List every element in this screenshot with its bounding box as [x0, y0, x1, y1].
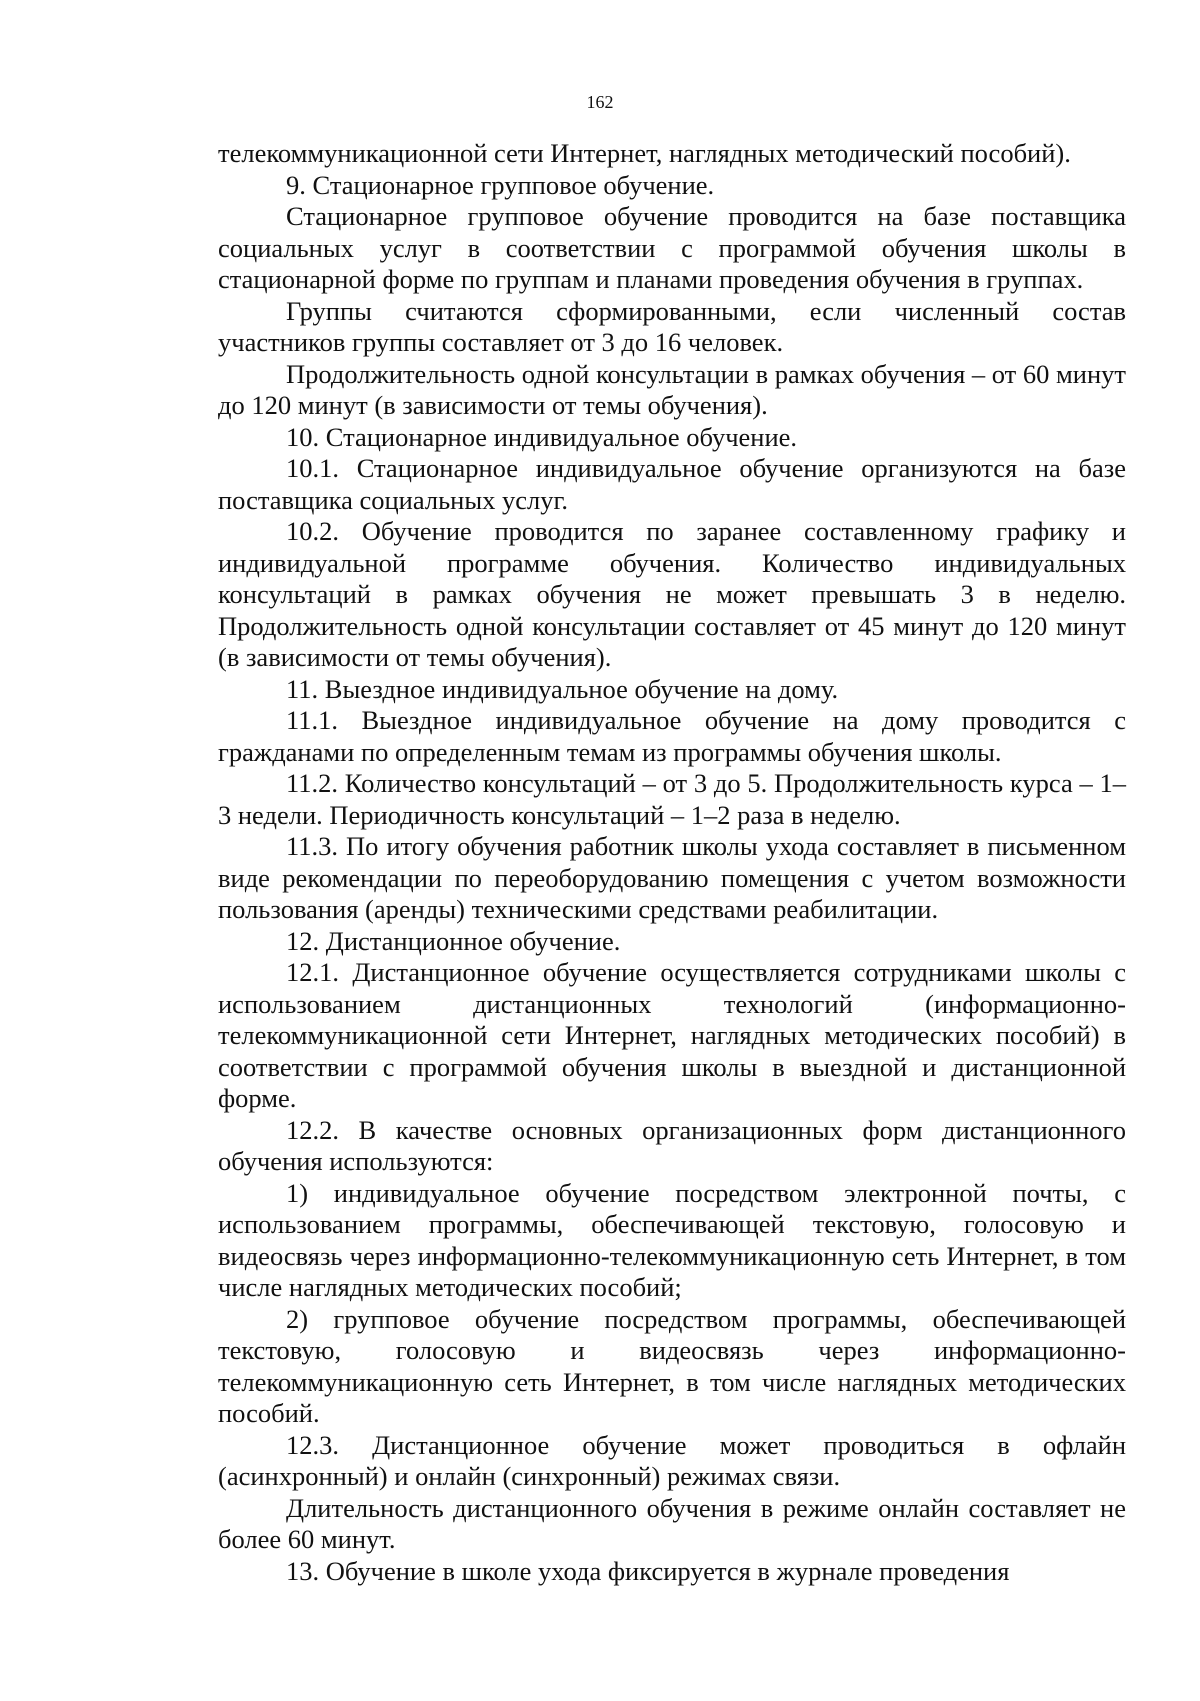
- paragraph-5: 10. Стационарное индивидуальное обучение.: [286, 421, 798, 452]
- paragraph-8: 11. Выездное индивидуальное обучение на дому.: [286, 673, 839, 704]
- document-body: [218, 138, 1126, 1587]
- paragraph-19: 13. Обучение в школе ухода фиксируется в журнале проведения: [286, 1555, 1010, 1586]
- paragraph-1: 9. Стационарное групповое обучение.: [286, 169, 715, 200]
- page-number: 162: [586, 92, 614, 112]
- paragraph-10: 11.2. Количество консультаций – от 3 до 5. Продолжительность курса – 1–3 недели. Периодичность консультаций – 1–2 раза в неделю.: [218, 768, 1126, 830]
- paragraph-13: 12.1. Дистанционное обучение осуществляется сотрудниками школы с использованием дистанционных технологий (информационно-телекоммуникационной сети Интернет, наглядных методических пособий) в соответствии с программой обучения школы в выездной и дистанционной форме.: [218, 957, 1126, 1113]
- paragraph-6: 10.1. Стационарное индивидуальное обучение организуются на базе поставщика социальных услуг.: [218, 453, 1126, 515]
- paragraph-18: Длительность дистанционного обучения в режиме онлайн составляет не более 60 минут.: [218, 1492, 1126, 1554]
- paragraph-15: 1) индивидуальное обучение посредством электронной почты, с использованием программы, обеспечивающей текстовую, голосовую и видеосвязь через информационно-телекоммуникационную сеть Интернет, в том числе наглядных методических пособий;: [218, 1177, 1126, 1302]
- paragraph-14: 12.2. В качестве основных организационных форм дистанционного обучения используются:: [218, 1114, 1126, 1176]
- paragraph-4: Продолжительность одной консультации в рамках обучения – от 60 минут до 120 минут (в зависимости от темы обучения).: [218, 358, 1126, 420]
- paragraph-12: 12. Дистанционное обучение.: [286, 925, 621, 956]
- paragraph-9: 11.1. Выездное индивидуальное обучение на дому проводится с гражданами по определенным темам из программы обучения школы.: [218, 705, 1126, 767]
- paragraph-11: 11.3. По итогу обучения работник школы ухода составляет в письменном виде рекомендации по переоборудованию помещения с учетом возможности пользования (аренды) техническими средствами реабилитации.: [218, 831, 1126, 924]
- paragraph-7: 10.2. Обучение проводится по заранее составленному графику и индивидуальной программе обучения. Количество индивидуальных консультаций в рамках обучения не может превышать 3 в неделю. Продолжительность одной консультации составляет от 45 минут до 120 минут (в зависимости от темы обучения).: [218, 516, 1126, 672]
- paragraph-0: телекоммуникационной сети Интернет, наглядных методический пособий).: [218, 138, 1071, 168]
- paragraph-3: Группы считаются сформированными, если численный состав участников группы составляет от 3 до 16 человек.: [218, 295, 1126, 357]
- paragraph-16: 2) групповое обучение посредством программы, обеспечивающей текстовую, голосовую и видеосвязь через информационно-телекоммуникационную сеть Интернет, в том числе наглядных методических пособий.: [218, 1303, 1126, 1428]
- paragraph-17: 12.3. Дистанционное обучение может проводиться в офлайн (асинхронный) и онлайн (синхронный) режимах связи.: [218, 1429, 1126, 1491]
- paragraph-2: Стационарное групповое обучение проводится на базе поставщика социальных услуг в соответствии с программой обучения школы в стационарной форме по группам и планами проведения обучения в группах.: [218, 201, 1126, 294]
